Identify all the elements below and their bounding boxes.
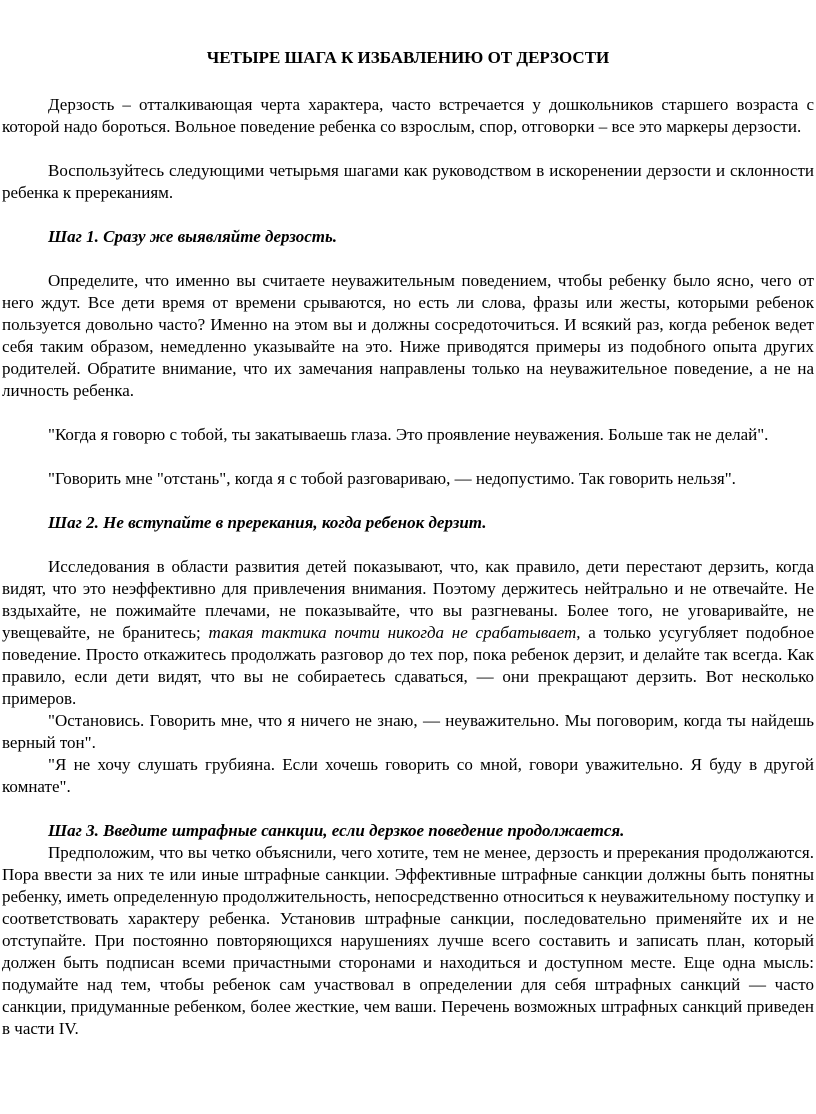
intro-paragraph-2: Воспользуйтесь следующими четырьмя шагами как руководством в искоренении дерзости и склонности ребенка к пререканиям. [2,161,814,202]
intro-paragraph-1: Дерзость – отталкивающая черта характера, часто встречается у дошкольников старшего возраста с которой надо бороться. Вольное поведение ребенка со взрослым, спор, отговорки – все это маркеры дерзости. [2,95,814,136]
step-2-quote-2: "Я не хочу слушать грубияна. Если хочешь говорить со мной, говори уважительно. Я буду в другой комнате". [2,755,814,796]
step-3-heading: Шаг 3. Введите штрафные санкции, если дерзкое поведение продолжается. [48,821,625,840]
step-2-body-text-2: , а только усугубляет подобное поведение. Просто откажитесь продолжать разговор до тех пор, пока ребенок дерзит, и делайте так всегда. Как правило, если дети видят, что вы не собираетесь сдаваться, — они прекращают дерзить. Вот несколько примеров. [2,623,814,708]
step-1-quote-1: "Когда я говорю с тобой, ты закатываешь глаза. Это проявление неуважения. Больше так не делай". [48,425,769,444]
step-2-body-text-1: Исследования в области развития детей показывают, что, как правило, дети перестают дерзить, когда видят, что это неэффективно для привлечения внимания. Поэтому держитесь нейтрально и не отвечайте. Не вздыхайте, не пожимайте плечами, не показывайте, что вы разгневаны. Более того, не уговаривайте, не увещевайте, не бранитесь; [2,557,814,642]
step-1-quote-2: "Говорить мне "отстань", когда я с тобой разговариваю, — недопустимо. Так говорить нельзя". [48,469,736,488]
document-title: ЧЕТЫРЕ ШАГА К ИЗБАВЛЕНИЮ ОТ ДЕРЗОСТИ [206,48,610,67]
step-3-body: Предположим, что вы четко объяснили, чего хотите, тем не менее, дерзость и пререкания продолжаются. Пора ввести за них те или иные штрафные санкции. Эффективные штрафные санкции должны быть понятны ребенку, иметь определенную продолжительность, непосредственно относиться к неуважительному поступку и соответствовать характеру ребенка. Установив штрафные санкции, последовательно применяйте их и не отступайте. При постоянно повторяющихся нарушениях лучше всего составить и записать план, который должен быть подписан всеми причастными сторонами и находиться и доступном месте. Еще одна мысль: подумайте над тем, чтобы ребенок сам участвовал в определении для себя штрафных санкций — часто санкции, придуманные ребенком, более жесткие, чем ваши. Перечень возможных штрафных санкций приведен в части IV. [2,843,814,1038]
step-1-heading: Шаг 1. Сразу же выявляйте дерзость. [48,227,337,246]
step-2-quote-1: "Остановись. Говорить мне, что я ничего не знаю, — неуважительно. Мы поговорим, когда ты найдешь верный тон". [2,711,814,752]
step-2-body [2,556,814,710]
step-1-body: Определите, что именно вы считаете неуважительным поведением, чтобы ребенку было ясно, чего от него ждут. Все дети время от времени срываются, но есть ли слова, фразы или жесты, которыми ребенок пользуется довольно часто? Именно на этом вы и должны сосредоточиться. И всякий раз, когда ребенок ведет себя таким образом, немедленно указывайте на это. Ниже приводятся примеры из подобного опыта других родителей. Обратите внимание, что их замечания направлены только на неуважительное поведение, а не на личность ребенка. [2,271,814,400]
step-2-heading: Шаг 2. Не вступайте в пререкания, когда ребенок дерзит. [48,513,487,532]
step-2-body-italic: такая тактика почти никогда не срабатывает [208,623,577,642]
